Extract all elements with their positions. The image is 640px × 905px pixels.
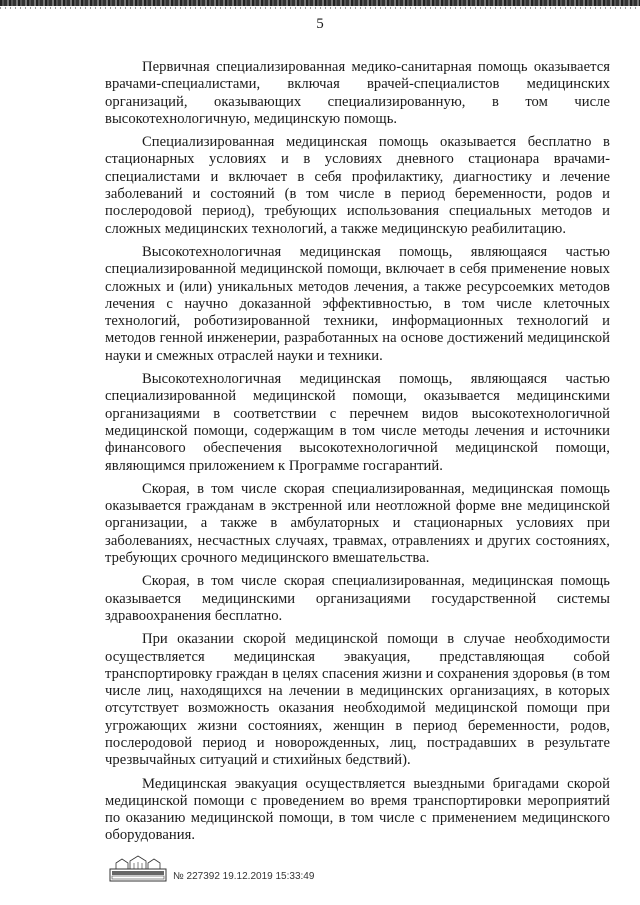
document-footer (108, 855, 348, 895)
building-stamp-icon (108, 855, 168, 885)
document-registration-number: № 227392 19.12.2019 15:33:49 (173, 871, 315, 882)
scan-artifact-top (0, 0, 640, 6)
paragraph: Скорая, в том числе скорая специализированная, медицинская помощь оказывается гражданам в экстренной или неотложной форме вне медицинской организации, а также в амбулаторных и стационарных условиях при заболеваниях, несчастных случаях, травмах, отравлениях и других состояниях, требующих срочного медицинского вмешательства. (105, 480, 610, 567)
paragraph: Высокотехнологичная медицинская помощь, являющаяся частью специализированной медицинской помощи, оказывается медицинскими организациями в соответствии с перечнем видов высокотехнологичной медицинской помощи, содержащим в том числе методы лечения и источники финансового обеспечения высокотехнологичной медицинской помощи, являющимся приложением к Программе госгарантий. (105, 371, 610, 474)
paragraph: Высокотехнологичная медицинская помощь, являющаяся частью специализированной медицинской помощи, включает в себя применение новых сложных и (или) уникальных методов лечения, а также ресурсоемких методов лечения с научно доказанной эффективностью, в том числе клеточных технологий, роботизированной техники, информационных технологий и методов генной инженерии, разработанных на основе достижений медицинской науки и смежных отраслей науки и техники. (105, 243, 610, 364)
paragraph: Специализированная медицинская помощь оказывается бесплатно в стационарных условиях и в условиях дневного стационара врачами-специалистами и включает в себя профилактику, диагностику и лечение заболеваний и состояний (в том числе в период беременности, родов и послеродовой период), требующих использования специальных методов и сложных медицинских технологий, а также медицинскую реабилитацию. (105, 134, 610, 237)
paragraph: Первичная специализированная медико-санитарная помощь оказывается врачами-специалистами, включая врачей-специалистов медицинских организаций, оказывающих специализированную, в том числе высокотехнологичную, медицинскую помощь. (105, 59, 610, 127)
page-number: 5 (316, 16, 324, 32)
paragraph: Скорая, в том числе скорая специализированная, медицинская помощь оказывается медицинскими организациями государственной системы здравоохранения бесплатно. (105, 573, 610, 624)
paragraph: При оказании скорой медицинской помощи в случае необходимости осуществляется медицинская эвакуация, представляющая собой транспортировку граждан в целях спасения жизни и сохранения здоровья (в том числе лиц, находящихся на лечении в медицинских организациях, в которых отсутствует возможность оказания необходимой медицинской помощи при угрожающих жизни состояниях, женщин в период беременности, родов, послеродовой период и новорожденных, лиц, пострадавших в результате чрезвычайных ситуаций и стихийных бедствий). (105, 631, 610, 769)
paragraph: Медицинская эвакуация осуществляется выездными бригадами скорой медицинской помощи с проведением во время транспортировки мероприятий по оказанию медицинской помощи, в том числе с применением медицинского оборудования. (105, 775, 610, 844)
scan-artifact-line (0, 7, 640, 9)
document-body (105, 59, 610, 851)
